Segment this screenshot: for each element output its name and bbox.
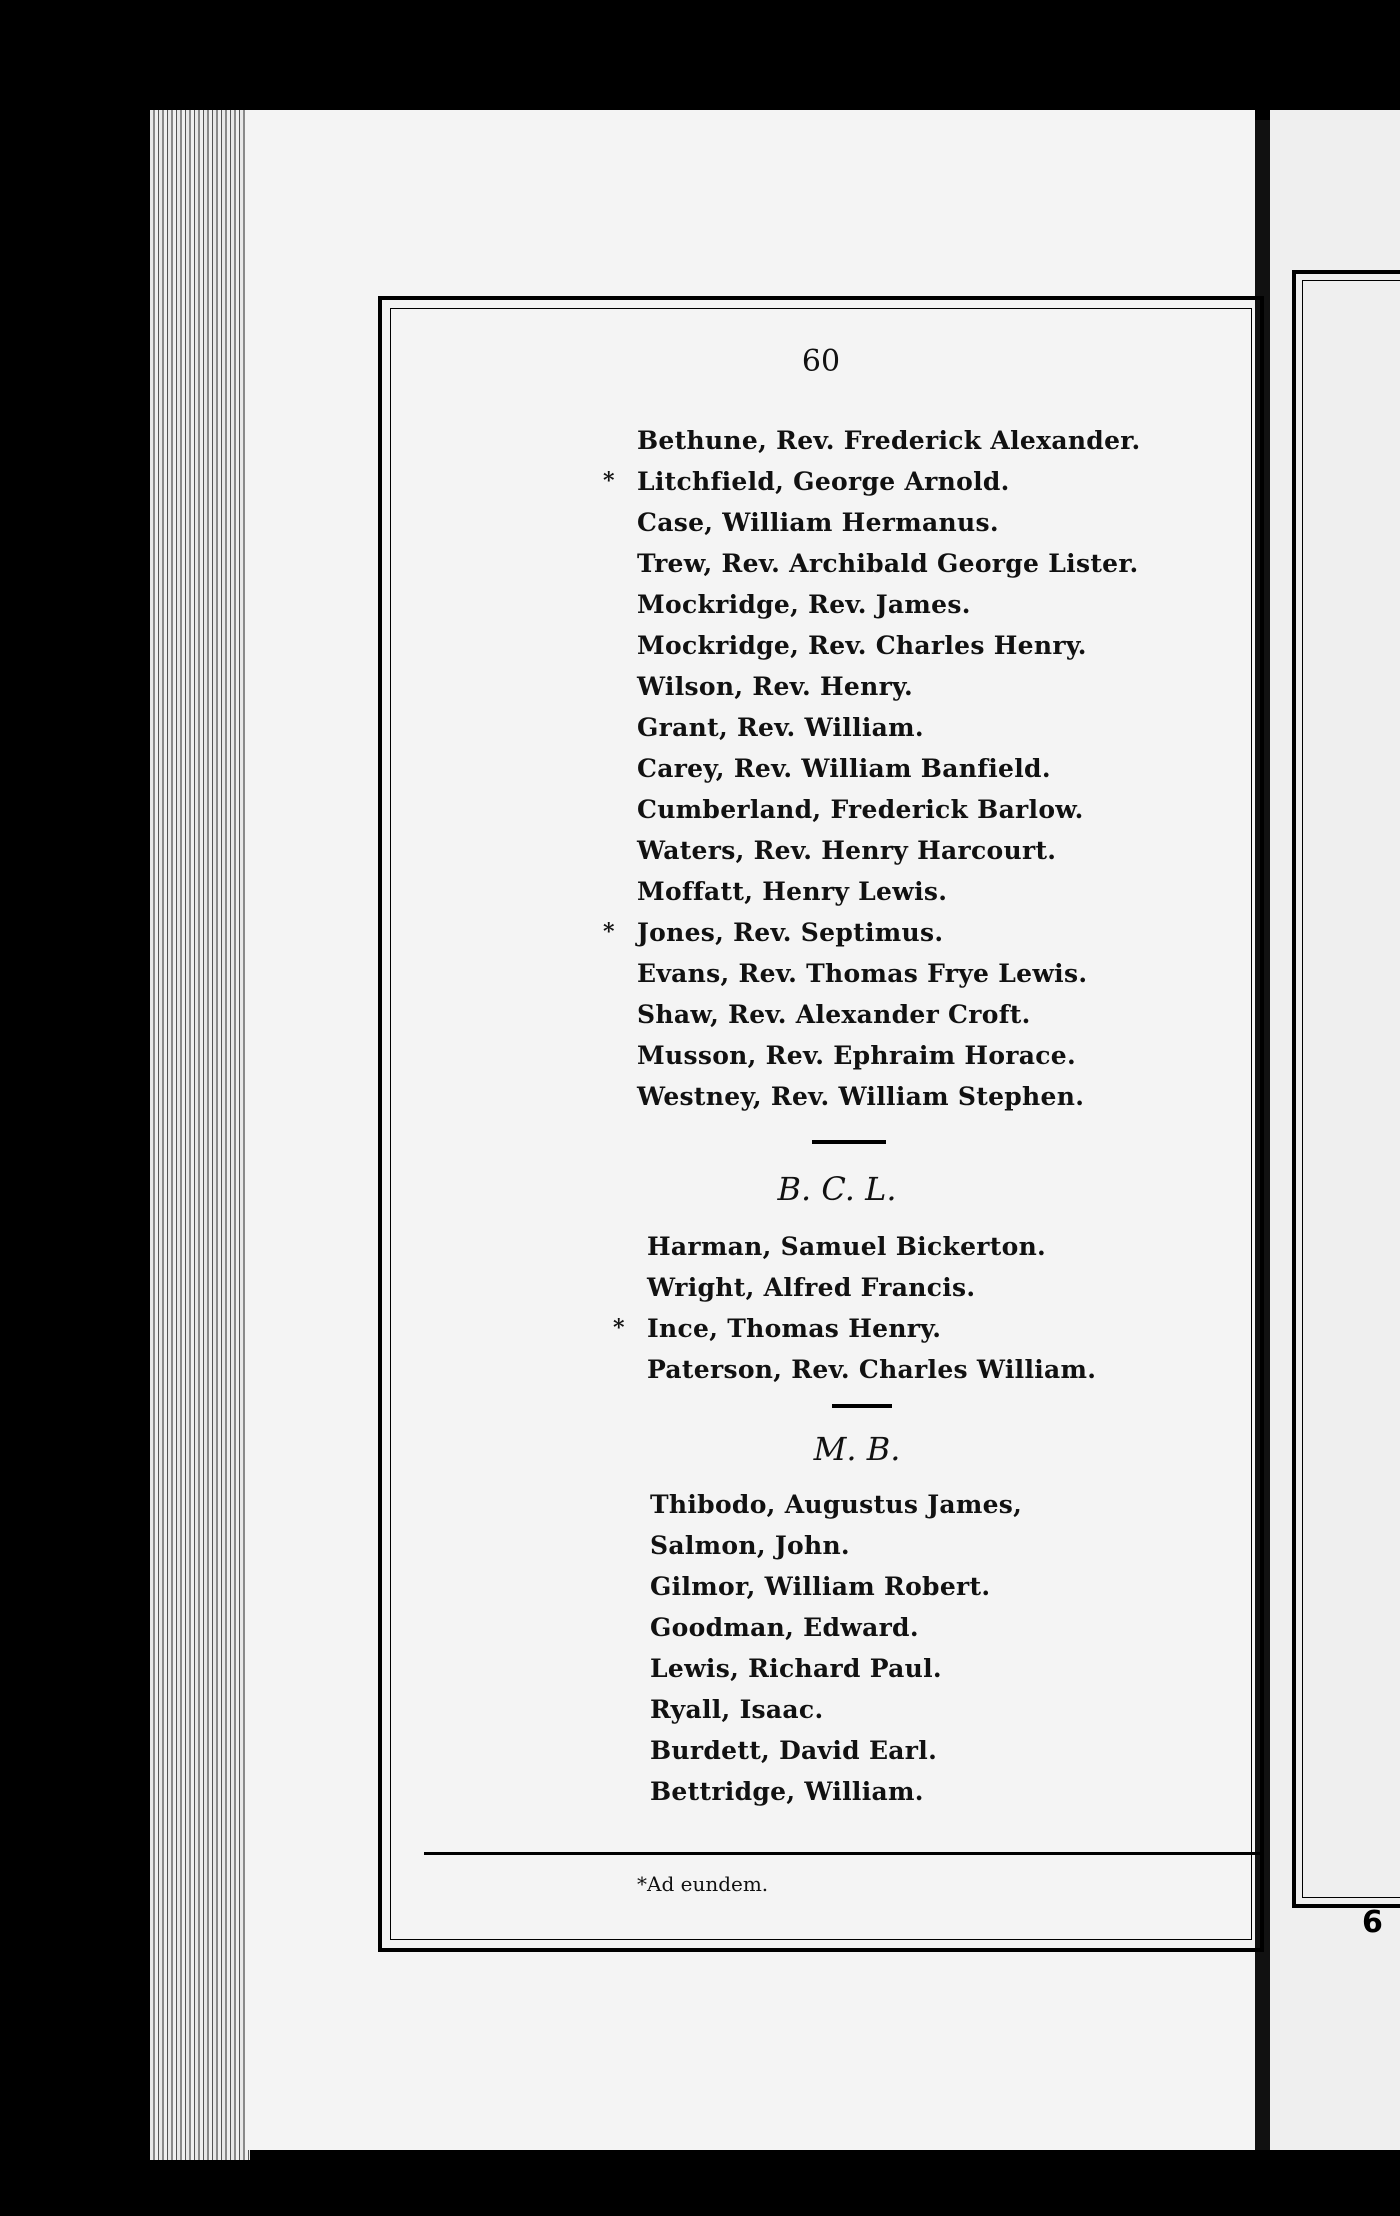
list-item: Goodman, Edward.: [650, 1613, 919, 1642]
section-divider: [832, 1404, 892, 1408]
section-heading-bcl: B. C. L.: [777, 1170, 897, 1208]
list-item: Salmon, John.: [650, 1531, 850, 1560]
page-border: [378, 296, 1264, 1952]
adjacent-page-number: 6: [1362, 1905, 1383, 1940]
list-item: Waters, Rev. Henry Harcourt.: [637, 836, 1057, 865]
mb-list: [650, 1484, 1022, 1812]
list-item: Harman, Samuel Bickerton.: [647, 1232, 1047, 1261]
list-item: Mockridge, Rev. James.: [637, 590, 971, 619]
book-page-edges: [150, 110, 250, 2160]
list-item: Musson, Rev. Ephraim Horace.: [637, 1041, 1076, 1070]
list-item: Evans, Rev. Thomas Frye Lewis.: [637, 959, 1088, 988]
list-item: Ryall, Isaac.: [650, 1695, 824, 1724]
list-item: Bethune, Rev. Frederick Alexander.: [637, 426, 1141, 455]
list-item: Grant, Rev. William.: [637, 713, 924, 742]
list-item: Lewis, Richard Paul.: [650, 1654, 942, 1683]
list-item: Shaw, Rev. Alexander Croft.: [637, 1000, 1031, 1029]
section-divider: [812, 1140, 886, 1144]
list-item: Case, William Hermanus.: [637, 508, 999, 537]
adjacent-page-frame: [1292, 270, 1400, 1908]
bcl-list: [613, 1226, 1097, 1390]
list-item: Westney, Rev. William Stephen.: [637, 1082, 1085, 1111]
footnote: *Ad eundem.: [637, 1872, 769, 1896]
list-item: Gilmor, William Robert.: [650, 1572, 991, 1601]
list-item: Trew, Rev. Archibald George Lister.: [637, 549, 1139, 578]
adjacent-page: [1270, 110, 1400, 2150]
list-item: Carey, Rev. William Banfield.: [637, 754, 1051, 783]
footnote-separator: [424, 1852, 1260, 1855]
list-item: Moffatt, Henry Lewis.: [637, 877, 948, 906]
list-item: * Litchfield, George Arnold.: [603, 467, 1010, 496]
list-item: Wright, Alfred Francis.: [647, 1273, 976, 1302]
list-item: Paterson, Rev. Charles William.: [647, 1355, 1097, 1384]
list-item: Bettridge, William.: [650, 1777, 924, 1806]
list-item: Wilson, Rev. Henry.: [637, 672, 914, 701]
list-item: Cumberland, Frederick Barlow.: [637, 795, 1084, 824]
page-number: 60: [801, 344, 841, 379]
section-heading-mb: M. B.: [813, 1430, 901, 1468]
list-item: * Ince, Thomas Henry.: [613, 1314, 942, 1343]
list-item: Thibodo, Augustus James,: [650, 1490, 1023, 1519]
list-item: * Jones, Rev. Septimus.: [603, 918, 944, 947]
list-item: Burdett, David Earl.: [650, 1736, 938, 1765]
graduate-list: [603, 420, 1141, 1117]
list-item: Mockridge, Rev. Charles Henry.: [637, 631, 1087, 660]
